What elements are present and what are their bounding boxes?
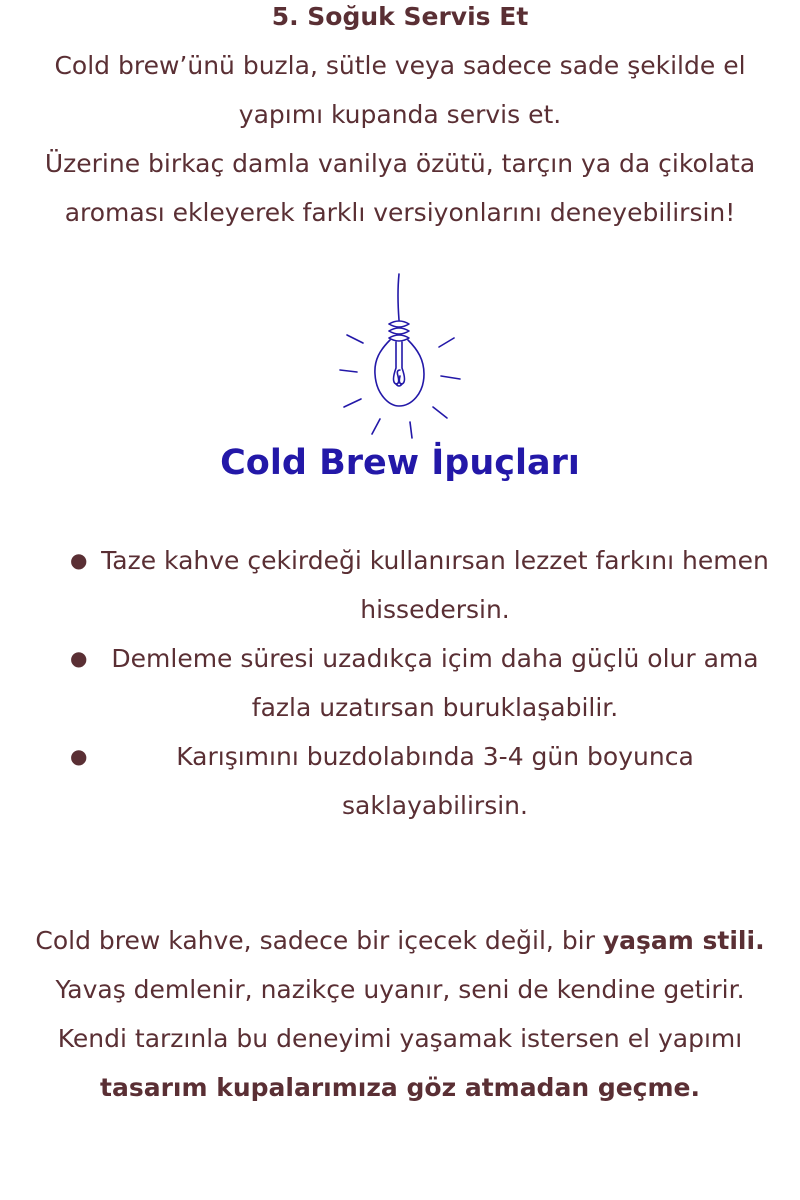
step-description-line: Cold brew’ünü buzla, sütle veya sadece sade şekilde el yapımı kupanda servis et.	[54, 51, 746, 129]
closing-paragraph	[30, 916, 770, 1112]
closing-text: Cold brew kahve, sadece bir içecek değil, bir	[35, 926, 603, 955]
list-item-text: Demleme süresi uzadıkça içim daha güçlü olur ama fazla uzatırsan buruklaşabilir.	[111, 644, 759, 722]
lightbulb-icon	[336, 272, 464, 444]
list-item-text: Karışımını buzdolabında 3-4 gün boyunca saklayabilirsin.	[176, 742, 694, 820]
closing-line: Kendi tarzınla bu deneyimi yaşamak istersen el yapımı	[57, 1024, 743, 1053]
bullet-icon: ●	[70, 744, 88, 768]
closing-line	[30, 1063, 770, 1112]
step-description-line: Üzerine birkaç damla vanilya özütü, tarçın ya da çikolata aroması ekleyerek farklı versiyonlarını deneyebilirsin!	[44, 149, 756, 227]
bullet-icon: ●	[70, 548, 88, 572]
tips-list	[40, 536, 780, 830]
step-description	[30, 41, 770, 237]
list-item	[40, 732, 780, 830]
bullet-icon: ●	[70, 646, 88, 670]
closing-emphasis: yaşam stili.	[602, 926, 765, 955]
closing-line	[30, 916, 770, 965]
list-item-text: Taze kahve çekirdeği kullanırsan lezzet farkını hemen hissedersin.	[101, 546, 769, 624]
tips-heading: Cold Brew İpuçları	[220, 443, 580, 483]
step-title: 5. Soğuk Servis Et	[271, 2, 529, 31]
list-item	[40, 634, 780, 732]
closing-line: Yavaş demlenir, nazikçe uyanır, seni de kendine getirir.	[55, 975, 745, 1004]
list-item	[40, 536, 780, 634]
closing-emphasis: tasarım kupalarımıza göz atmadan geçme.	[100, 1073, 700, 1102]
